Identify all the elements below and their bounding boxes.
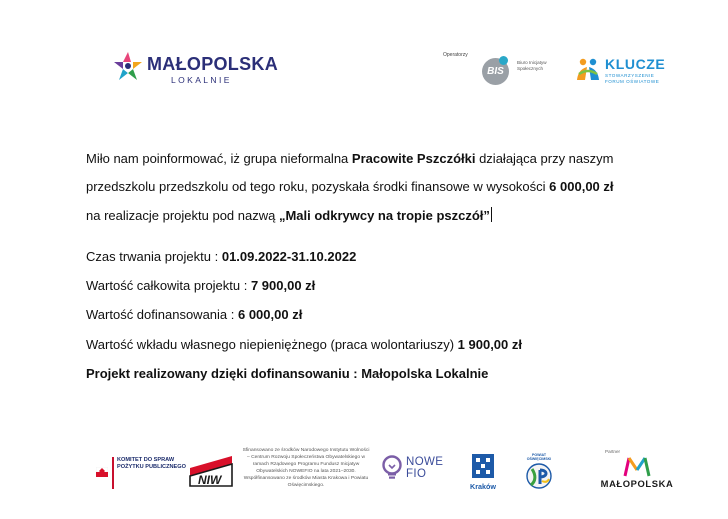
text-cursor [491,207,492,222]
malopolska-lokalnie-logo [112,50,278,90]
announcement-line-2: przedszkolu przedszkolu od tego roku, pozyskała środki finansowe w wysokości 6 000,00 zł [86,179,614,194]
logo-subtitle: LOKALNIE [171,75,232,85]
komitet-text: KOMITET DO SPRAW POŻYTKU PUBLICZNEGO [117,457,186,470]
total-value-row [86,278,315,293]
niw-logo [188,452,234,490]
duration-value: 01.09.2022-31.10.2022 [221,249,357,264]
bulb-icon [381,455,403,481]
powiat-logo [522,453,556,491]
bis-logo [482,56,562,86]
total-value: 7 900,00 zł [250,278,316,293]
komitet-logo [96,455,186,491]
own-value: 1 900,00 zł [457,337,522,352]
bis-dot-icon [499,56,508,65]
powiat-crest-icon [522,461,556,491]
malopolska-label: MAŁOPOLSKA [600,478,674,489]
komitet-divider [112,457,114,489]
grant-amount: 6 000,00 zł [549,179,614,194]
bis-mark: BIS [482,58,509,85]
niw-label: NIW [198,473,222,487]
closing-statement: Projekt realizowany dzięki dofinansowaniu : Małopolska Lokalnie [86,366,489,381]
nowefio-text: NOWE FIO [406,456,444,480]
announcement-line-1: Miło nam poinformować, iż grupa nieformalna Pracowite Pszczółki działająca przy naszym [86,151,614,166]
operators-label: Operatorzy [443,52,468,58]
eagle-icon [96,467,108,477]
project-name: „Mali odkrywcy na tropie pszczół” [278,208,490,223]
partner-label: Partner [605,449,621,454]
malopolska-m-icon [595,454,679,478]
duration-row [86,249,356,264]
announcement-line-3: na realizacje projektu pod nazwą „Mali odkrywcy na tropie pszczół” [86,208,490,223]
total-label: Wartość całkowita projektu : [86,278,251,293]
cofinance-label: Wartość dofinansowania : [86,307,238,322]
cofinancing-row [86,307,302,322]
cofinance-value: 6 000,00 zł [237,307,303,322]
niw-flag-icon [188,452,234,490]
krakow-crest-icon [466,453,500,481]
nowefio-logo [381,455,445,485]
group-name: Pracowite Pszczółki [351,151,476,166]
krakow-logo [466,453,500,493]
powiat-label: POWIAT OŚWIĘCIMSKI [526,453,552,461]
star-logo-icon [112,50,144,82]
klucze-title: KLUCZE [605,56,666,72]
own-label: Wartość wkładu własnego niepieniężnego (praca wolontariuszy) [86,337,458,352]
funding-note: Sfinansowano ze środków Narodowego Instytutu Wolności – Centrum Rozwoju Społeczeństwa Obywatelskiego w ramach Rządowego Programu Fundusz Inicjatyw Obywatelskich NOWEFIO na lata 2021–2030. Współfinansowano ze środków Miasta Krakowa i Powiatu Oświęcimskiego. [242,448,370,488]
own-contribution-row [86,337,522,352]
duration-label: Czas trwania projektu : [86,249,222,264]
krakow-label: Kraków [470,482,496,491]
klucze-subtitle: STOWARZYSZENIE FORUM OŚWIATOWE [605,73,660,84]
malopolska-logo [595,454,679,490]
klucze-logo [574,56,684,86]
people-icon [574,56,602,84]
bis-text: Biuro Inicjatyw Społecznych [517,60,547,71]
logo-title: MAŁOPOLSKA [147,54,278,74]
